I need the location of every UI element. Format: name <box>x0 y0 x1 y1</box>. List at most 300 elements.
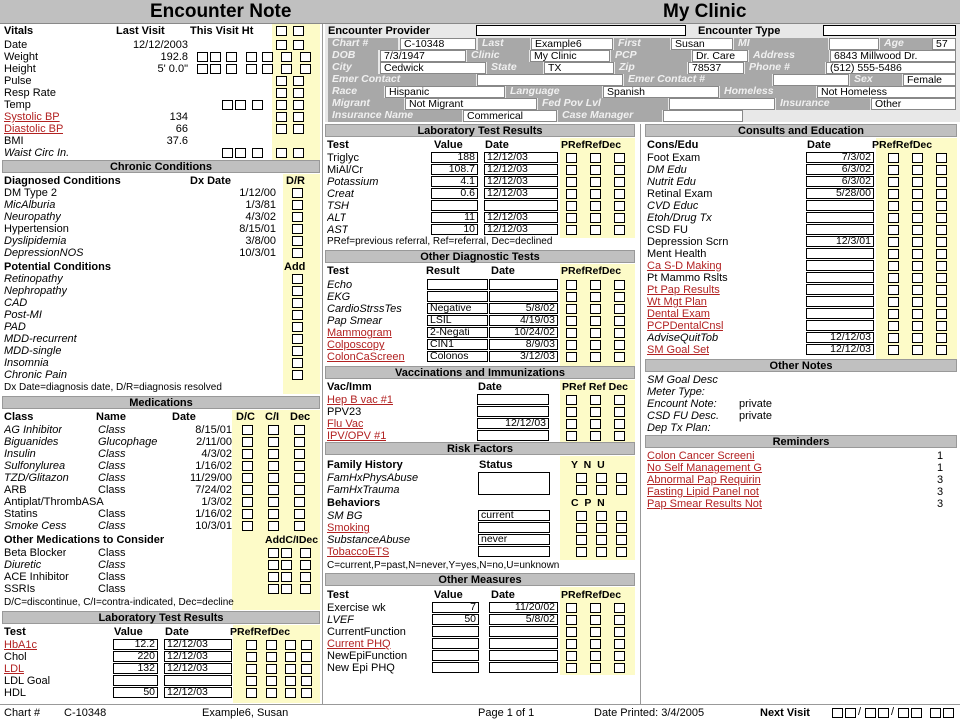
decline-checkbox[interactable] <box>285 640 296 650</box>
add-condition-checkbox[interactable] <box>292 334 303 344</box>
prev-referral-checkbox[interactable] <box>566 304 577 314</box>
decline-checkbox[interactable] <box>936 273 947 283</box>
resolved-checkbox[interactable] <box>292 236 303 246</box>
contra-checkbox[interactable] <box>268 497 279 507</box>
chart-value[interactable]: C-10348 <box>400 38 476 50</box>
discontinue-checkbox[interactable] <box>242 485 253 495</box>
consult-date[interactable]: 5/28/00 <box>806 188 874 199</box>
checkbox[interactable] <box>197 64 208 74</box>
referral-checkbox[interactable] <box>590 201 601 211</box>
decline-checkbox[interactable] <box>936 261 947 271</box>
measure-value[interactable]: 50 <box>432 614 479 625</box>
referral-checkbox[interactable] <box>590 304 601 314</box>
lab-date[interactable] <box>484 200 558 211</box>
consult-date[interactable] <box>806 212 874 223</box>
prev-referral-checkbox[interactable] <box>566 352 577 362</box>
past-checkbox[interactable] <box>596 547 607 557</box>
encounter-type-field[interactable] <box>823 25 956 36</box>
prev-referral-checkbox[interactable] <box>888 153 899 163</box>
lab-value[interactable] <box>431 200 478 211</box>
first-name-value[interactable]: Susan <box>671 38 733 50</box>
prev-referral-checkbox[interactable] <box>246 676 257 686</box>
prev-referral-checkbox[interactable] <box>566 225 577 235</box>
checkbox[interactable] <box>293 88 304 98</box>
no-checkbox[interactable] <box>596 485 607 495</box>
prev-referral-checkbox[interactable] <box>246 664 257 674</box>
prev-referral-checkbox[interactable] <box>888 273 899 283</box>
discontinue-checkbox[interactable] <box>242 437 253 447</box>
referral-checkbox[interactable] <box>266 664 277 674</box>
prev-referral-checkbox[interactable] <box>566 431 577 441</box>
referral-checkbox[interactable] <box>912 261 923 271</box>
referral-checkbox[interactable] <box>590 395 601 405</box>
decline-checkbox[interactable] <box>614 639 625 649</box>
prev-referral-checkbox[interactable] <box>888 165 899 175</box>
measure-date[interactable] <box>489 650 558 661</box>
checkbox[interactable] <box>293 124 304 134</box>
decline-checkbox[interactable] <box>614 663 625 673</box>
referral-checkbox[interactable] <box>912 237 923 247</box>
referral-checkbox[interactable] <box>590 165 601 175</box>
decline-checkbox[interactable] <box>294 449 305 459</box>
decline-checkbox[interactable] <box>614 395 625 405</box>
add-condition-checkbox[interactable] <box>292 286 303 296</box>
family-status-field[interactable] <box>478 472 550 495</box>
decline-checkbox[interactable] <box>294 461 305 471</box>
behavior-status[interactable]: current <box>478 510 550 521</box>
referral-checkbox[interactable] <box>266 688 277 698</box>
lab-date[interactable]: 12/12/03 <box>484 212 558 223</box>
consult-date[interactable] <box>806 248 874 259</box>
decline-checkbox[interactable] <box>614 280 625 290</box>
lab-date[interactable]: 12/12/03 <box>164 687 232 698</box>
prev-referral-checkbox[interactable] <box>566 639 577 649</box>
decline-checkbox[interactable] <box>614 431 625 441</box>
referral-checkbox[interactable] <box>590 153 601 163</box>
extra-checkbox[interactable] <box>301 640 312 650</box>
lab-value[interactable]: 132 <box>113 663 158 674</box>
prev-referral-checkbox[interactable] <box>888 309 899 319</box>
decline-checkbox[interactable] <box>294 437 305 447</box>
add-condition-checkbox[interactable] <box>292 358 303 368</box>
checkbox[interactable] <box>222 148 233 158</box>
decline-checkbox[interactable] <box>294 509 305 519</box>
consult-date[interactable] <box>806 284 874 295</box>
prev-referral-checkbox[interactable] <box>888 189 899 199</box>
checkbox[interactable] <box>293 148 304 158</box>
decline-checkbox[interactable] <box>614 165 625 175</box>
decline-checkbox[interactable] <box>614 292 625 302</box>
prev-referral-checkbox[interactable] <box>246 652 257 662</box>
checkbox[interactable] <box>293 112 304 122</box>
referral-checkbox[interactable] <box>590 407 601 417</box>
decline-checkbox[interactable] <box>614 603 625 613</box>
decline-checkbox[interactable] <box>936 297 947 307</box>
resolved-checkbox[interactable] <box>292 224 303 234</box>
age-value[interactable]: 57 <box>932 38 956 50</box>
referral-checkbox[interactable] <box>590 340 601 350</box>
prev-referral-checkbox[interactable] <box>246 640 257 650</box>
decline-checkbox[interactable] <box>614 177 625 187</box>
this-visit-box[interactable] <box>276 26 287 36</box>
checkbox[interactable] <box>210 64 221 74</box>
prev-referral-checkbox[interactable] <box>888 225 899 235</box>
lab-date[interactable]: 12/12/03 <box>484 152 558 163</box>
never-checkbox[interactable] <box>616 535 627 545</box>
consult-date[interactable]: 12/12/03 <box>806 344 874 355</box>
add-med-checkbox[interactable] <box>268 572 279 582</box>
diagnostic-date[interactable] <box>489 279 558 290</box>
referral-checkbox[interactable] <box>590 352 601 362</box>
diagnostic-date[interactable]: 8/9/03 <box>489 339 558 350</box>
prev-referral-checkbox[interactable] <box>566 177 577 187</box>
diagnostic-result[interactable]: CIN1 <box>427 339 488 350</box>
prev-referral-checkbox[interactable] <box>888 177 899 187</box>
checkbox[interactable] <box>293 40 304 50</box>
checkbox[interactable] <box>281 52 292 62</box>
next-visit-box[interactable] <box>832 708 843 718</box>
lab-value[interactable]: 220 <box>113 651 158 662</box>
contra-checkbox[interactable] <box>281 584 292 594</box>
behavior-status[interactable] <box>478 546 550 557</box>
consult-date[interactable]: 12/12/03 <box>806 332 874 343</box>
checkbox[interactable] <box>226 64 237 74</box>
next-visit-box[interactable] <box>930 708 941 718</box>
referral-checkbox[interactable] <box>912 213 923 223</box>
consult-date[interactable] <box>806 272 874 283</box>
contra-checkbox[interactable] <box>281 560 292 570</box>
decline-checkbox[interactable] <box>936 213 947 223</box>
referral-checkbox[interactable] <box>590 419 601 429</box>
referral-checkbox[interactable] <box>590 225 601 235</box>
vaccine-date[interactable] <box>477 430 549 441</box>
decline-checkbox[interactable] <box>294 497 305 507</box>
discontinue-checkbox[interactable] <box>242 473 253 483</box>
prev-referral-checkbox[interactable] <box>888 249 899 259</box>
checkbox[interactable] <box>276 148 287 158</box>
lab-date[interactable] <box>164 675 232 686</box>
emer-contact-value[interactable] <box>477 74 623 86</box>
referral-checkbox[interactable] <box>590 280 601 290</box>
decline-checkbox[interactable] <box>300 548 311 558</box>
prev-referral-checkbox[interactable] <box>566 213 577 223</box>
decline-checkbox[interactable] <box>294 473 305 483</box>
homeless-value[interactable]: Not Homeless <box>817 86 956 98</box>
prev-referral-checkbox[interactable] <box>566 615 577 625</box>
add-med-checkbox[interactable] <box>268 584 279 594</box>
encounter-provider-field[interactable] <box>476 25 686 36</box>
current-checkbox[interactable] <box>576 523 587 533</box>
checkbox[interactable] <box>276 40 287 50</box>
referral-checkbox[interactable] <box>590 639 601 649</box>
decline-checkbox[interactable] <box>936 189 947 199</box>
resolved-checkbox[interactable] <box>292 248 303 258</box>
lab-value[interactable]: 4.1 <box>431 176 478 187</box>
insurance-value[interactable]: Other <box>871 98 956 110</box>
decline-checkbox[interactable] <box>614 153 625 163</box>
resolved-checkbox[interactable] <box>292 200 303 210</box>
emer-number-value[interactable] <box>773 74 849 86</box>
consult-date[interactable]: 6/3/02 <box>806 164 874 175</box>
referral-checkbox[interactable] <box>912 309 923 319</box>
prev-referral-checkbox[interactable] <box>566 153 577 163</box>
add-med-checkbox[interactable] <box>268 548 279 558</box>
pcp-value[interactable]: Dr. Care <box>692 50 748 62</box>
case-manager-value[interactable] <box>663 110 743 122</box>
decline-checkbox[interactable] <box>300 572 311 582</box>
contra-checkbox[interactable] <box>281 572 292 582</box>
decline-checkbox[interactable] <box>936 249 947 259</box>
prev-referral-checkbox[interactable] <box>888 261 899 271</box>
decline-checkbox[interactable] <box>936 285 947 295</box>
this-visit-box[interactable] <box>293 26 304 36</box>
prev-referral-checkbox[interactable] <box>566 407 577 417</box>
prev-referral-checkbox[interactable] <box>566 419 577 429</box>
referral-checkbox[interactable] <box>912 177 923 187</box>
lab-value[interactable]: 0.6 <box>431 188 478 199</box>
resolved-checkbox[interactable] <box>292 188 303 198</box>
contra-checkbox[interactable] <box>268 485 279 495</box>
last-name-value[interactable]: Example6 <box>531 38 613 50</box>
prev-referral-checkbox[interactable] <box>566 603 577 613</box>
lab-value[interactable]: 50 <box>113 687 158 698</box>
referral-checkbox[interactable] <box>266 640 277 650</box>
decline-checkbox[interactable] <box>614 225 625 235</box>
add-condition-checkbox[interactable] <box>292 298 303 308</box>
checkbox[interactable] <box>300 52 311 62</box>
add-condition-checkbox[interactable] <box>292 322 303 332</box>
contra-checkbox[interactable] <box>268 461 279 471</box>
decline-checkbox[interactable] <box>614 407 625 417</box>
no-checkbox[interactable] <box>596 473 607 483</box>
referral-checkbox[interactable] <box>912 333 923 343</box>
referral-checkbox[interactable] <box>590 615 601 625</box>
consult-date[interactable]: 6/3/02 <box>806 176 874 187</box>
sex-value[interactable]: Female <box>903 74 956 86</box>
decline-checkbox[interactable] <box>300 584 311 594</box>
checkbox[interactable] <box>252 148 263 158</box>
referral-checkbox[interactable] <box>590 292 601 302</box>
contra-checkbox[interactable] <box>281 548 292 558</box>
decline-checkbox[interactable] <box>936 201 947 211</box>
insurance-name-value[interactable]: Commerical <box>463 110 557 122</box>
diagnostic-result[interactable]: 2-Negati <box>427 327 488 338</box>
clinic-value[interactable]: My Clinic <box>530 50 610 62</box>
measure-date[interactable]: 5/8/02 <box>489 614 558 625</box>
checkbox[interactable] <box>235 148 246 158</box>
lab-date[interactable]: 12/12/03 <box>164 663 232 674</box>
state-value[interactable]: TX <box>544 62 614 74</box>
lab-value[interactable]: 10 <box>431 224 478 235</box>
prev-referral-checkbox[interactable] <box>566 328 577 338</box>
next-visit-box[interactable] <box>898 708 909 718</box>
consult-date[interactable] <box>806 320 874 331</box>
checkbox[interactable] <box>276 124 287 134</box>
never-checkbox[interactable] <box>616 511 627 521</box>
add-condition-checkbox[interactable] <box>292 274 303 284</box>
decline-checkbox[interactable] <box>936 321 947 331</box>
decline-checkbox[interactable] <box>285 676 296 686</box>
never-checkbox[interactable] <box>616 547 627 557</box>
checkbox[interactable] <box>276 88 287 98</box>
diagnostic-result[interactable]: LSIL <box>427 315 488 326</box>
decline-checkbox[interactable] <box>936 333 947 343</box>
vaccine-date[interactable] <box>477 406 549 417</box>
never-checkbox[interactable] <box>616 523 627 533</box>
referral-checkbox[interactable] <box>912 273 923 283</box>
checkbox[interactable] <box>300 64 311 74</box>
unknown-checkbox[interactable] <box>616 485 627 495</box>
decline-checkbox[interactable] <box>936 165 947 175</box>
current-checkbox[interactable] <box>576 511 587 521</box>
extra-checkbox[interactable] <box>301 676 312 686</box>
lab-value[interactable] <box>113 675 158 686</box>
prev-referral-checkbox[interactable] <box>566 189 577 199</box>
discontinue-checkbox[interactable] <box>242 521 253 531</box>
referral-checkbox[interactable] <box>590 328 601 338</box>
past-checkbox[interactable] <box>596 535 607 545</box>
current-checkbox[interactable] <box>576 535 587 545</box>
referral-checkbox[interactable] <box>912 165 923 175</box>
decline-checkbox[interactable] <box>614 352 625 362</box>
decline-checkbox[interactable] <box>936 153 947 163</box>
lab-date[interactable]: 12/12/03 <box>484 188 558 199</box>
referral-checkbox[interactable] <box>590 177 601 187</box>
decline-checkbox[interactable] <box>614 213 625 223</box>
measure-value[interactable] <box>432 650 479 661</box>
contra-checkbox[interactable] <box>268 473 279 483</box>
consult-date[interactable] <box>806 260 874 271</box>
consult-date[interactable]: 7/3/02 <box>806 152 874 163</box>
add-med-checkbox[interactable] <box>268 560 279 570</box>
prev-referral-checkbox[interactable] <box>888 345 899 355</box>
lab-date[interactable]: 12/12/03 <box>164 639 232 650</box>
checkbox[interactable] <box>276 112 287 122</box>
discontinue-checkbox[interactable] <box>242 449 253 459</box>
past-checkbox[interactable] <box>596 511 607 521</box>
decline-checkbox[interactable] <box>936 237 947 247</box>
decline-checkbox[interactable] <box>614 340 625 350</box>
prev-referral-checkbox[interactable] <box>888 297 899 307</box>
measure-date[interactable] <box>489 626 558 637</box>
diagnostic-result[interactable] <box>427 291 488 302</box>
consult-date[interactable]: 12/3/01 <box>806 236 874 247</box>
city-value[interactable]: Cedwick <box>380 62 486 74</box>
next-visit-box[interactable] <box>865 708 876 718</box>
consult-date[interactable] <box>806 224 874 235</box>
decline-checkbox[interactable] <box>300 560 311 570</box>
prev-referral-checkbox[interactable] <box>566 280 577 290</box>
decline-checkbox[interactable] <box>285 688 296 698</box>
referral-checkbox[interactable] <box>912 225 923 235</box>
decline-checkbox[interactable] <box>285 664 296 674</box>
diagnostic-date[interactable]: 4/19/03 <box>489 315 558 326</box>
referral-checkbox[interactable] <box>912 345 923 355</box>
referral-checkbox[interactable] <box>590 431 601 441</box>
referral-checkbox[interactable] <box>912 153 923 163</box>
migrant-value[interactable]: Not Migrant <box>405 98 537 110</box>
address-value[interactable]: 6843 Millwood Dr. <box>830 50 956 62</box>
behavior-status[interactable] <box>478 522 550 533</box>
extra-checkbox[interactable] <box>301 652 312 662</box>
checkbox[interactable] <box>235 100 246 110</box>
unknown-checkbox[interactable] <box>616 473 627 483</box>
lab-value[interactable]: 11 <box>431 212 478 223</box>
prev-referral-checkbox[interactable] <box>566 201 577 211</box>
referral-checkbox[interactable] <box>912 297 923 307</box>
consult-date[interactable] <box>806 308 874 319</box>
mi-value[interactable] <box>829 38 879 50</box>
referral-checkbox[interactable] <box>590 213 601 223</box>
decline-checkbox[interactable] <box>614 316 625 326</box>
next-visit-box[interactable] <box>911 708 922 718</box>
contra-checkbox[interactable] <box>268 425 279 435</box>
contra-checkbox[interactable] <box>268 521 279 531</box>
decline-checkbox[interactable] <box>614 201 625 211</box>
checkbox[interactable] <box>293 76 304 86</box>
decline-checkbox[interactable] <box>614 651 625 661</box>
next-visit-box[interactable] <box>943 708 954 718</box>
checkbox[interactable] <box>210 52 221 62</box>
decline-checkbox[interactable] <box>936 309 947 319</box>
prev-referral-checkbox[interactable] <box>566 316 577 326</box>
discontinue-checkbox[interactable] <box>242 509 253 519</box>
zip-value[interactable]: 78537 <box>688 62 744 74</box>
vaccine-date[interactable]: 12/12/03 <box>477 418 549 429</box>
diagnostic-date[interactable]: 3/12/03 <box>489 351 558 362</box>
decline-checkbox[interactable] <box>614 627 625 637</box>
diagnostic-result[interactable]: Colonos <box>427 351 488 362</box>
contra-checkbox[interactable] <box>268 437 279 447</box>
checkbox[interactable] <box>246 64 257 74</box>
diagnostic-date[interactable]: 10/24/02 <box>489 327 558 338</box>
prev-referral-checkbox[interactable] <box>566 292 577 302</box>
decline-checkbox[interactable] <box>614 189 625 199</box>
checkbox[interactable] <box>276 100 287 110</box>
measure-value[interactable] <box>432 626 479 637</box>
checkbox[interactable] <box>262 52 273 62</box>
measure-value[interactable] <box>432 662 479 673</box>
diagnostic-result[interactable]: Negative <box>427 303 488 314</box>
referral-checkbox[interactable] <box>912 201 923 211</box>
checkbox[interactable] <box>293 100 304 110</box>
dob-value[interactable]: 7/3/1947 <box>380 50 466 62</box>
decline-checkbox[interactable] <box>285 652 296 662</box>
fed-pov-value[interactable] <box>669 98 775 110</box>
referral-checkbox[interactable] <box>590 603 601 613</box>
referral-checkbox[interactable] <box>266 676 277 686</box>
prev-referral-checkbox[interactable] <box>566 395 577 405</box>
contra-checkbox[interactable] <box>268 509 279 519</box>
contra-checkbox[interactable] <box>268 449 279 459</box>
checkbox[interactable] <box>262 64 273 74</box>
measure-date[interactable]: 11/20/02 <box>489 602 558 613</box>
checkbox[interactable] <box>276 76 287 86</box>
decline-checkbox[interactable] <box>294 521 305 531</box>
race-value[interactable]: Hispanic <box>385 86 505 98</box>
decline-checkbox[interactable] <box>936 177 947 187</box>
next-visit-box[interactable] <box>878 708 889 718</box>
referral-checkbox[interactable] <box>590 189 601 199</box>
checkbox[interactable] <box>197 52 208 62</box>
discontinue-checkbox[interactable] <box>242 425 253 435</box>
decline-checkbox[interactable] <box>614 304 625 314</box>
discontinue-checkbox[interactable] <box>242 497 253 507</box>
referral-checkbox[interactable] <box>590 663 601 673</box>
extra-checkbox[interactable] <box>301 688 312 698</box>
lab-date[interactable]: 12/12/03 <box>484 224 558 235</box>
lab-date[interactable]: 12/12/03 <box>484 176 558 187</box>
